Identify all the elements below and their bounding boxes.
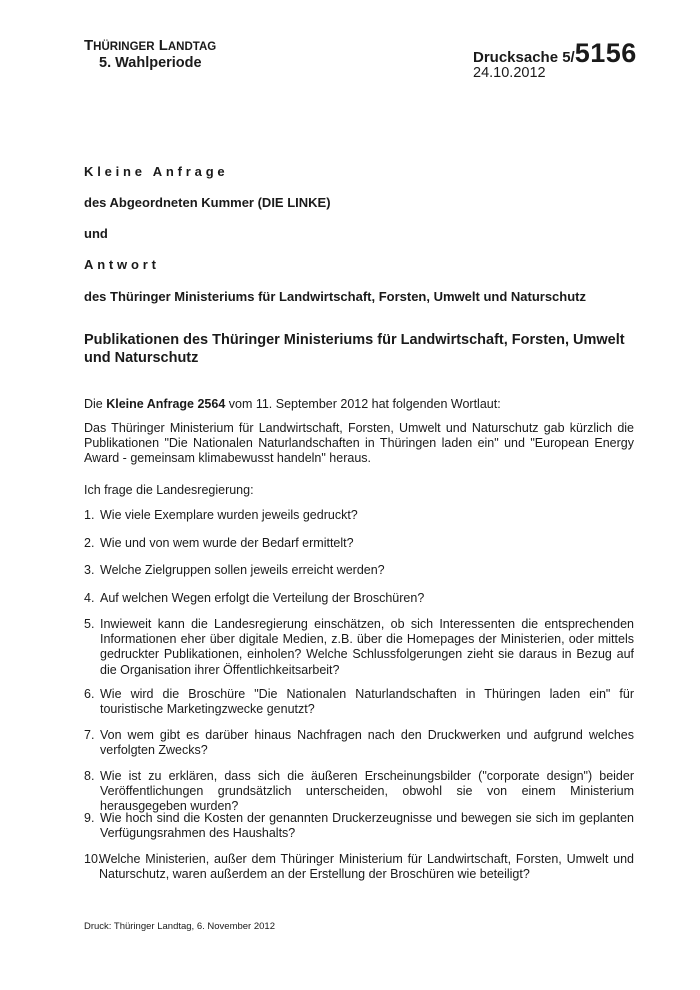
question-item [84, 508, 634, 523]
question-item [84, 769, 634, 815]
ministry-line: des Thüringer Ministeriums für Landwirtschaft, Forsten, Umwelt und Naturschutz [84, 289, 586, 304]
question-text: Auf welchen Wegen erfolgt die Verteilung der Broschüren? [100, 591, 425, 605]
title-initial-2: L [158, 37, 168, 54]
question-number: 9. [84, 811, 95, 825]
question-number: 8. [84, 769, 95, 783]
question-item [84, 728, 634, 758]
question-text: Wie hoch sind die Kosten der genannten Druckerzeugnisse und bewegen sie sich im geplanten Verfügungsrahmen des Haushalts? [100, 811, 634, 841]
question-number: 7. [84, 728, 95, 742]
question-number: 5. [84, 617, 95, 631]
document-subject: Publikationen des Thüringer Ministeriums für Landwirtschaft, Forsten, Umwelt und Naturschutz [84, 332, 625, 366]
question-intro: Ich frage die Landesregierung: [84, 483, 254, 497]
und-line: und [84, 226, 108, 241]
parliament-name [84, 36, 216, 57]
kleine-anfrage-heading: Kleine Anfrage [84, 164, 229, 179]
question-number: 4. [84, 591, 95, 605]
question-number: 3. [84, 563, 95, 577]
title-initial-1: T [84, 37, 94, 54]
question-text: Wie wird die Broschüre "Die Nationalen Naturlandschaften in Thüringen laden ein" für touristische Marketingzwecke genutzt? [100, 687, 634, 717]
document-date: 24.10.2012 [473, 65, 546, 81]
question-text: Welche Zielgruppen sollen jeweils erreicht werden? [100, 563, 385, 577]
title-smallcaps-1: HÜRINGER [93, 41, 155, 53]
antwort-heading: Antwort [84, 257, 160, 272]
question-item [84, 687, 634, 717]
question-item [84, 536, 634, 551]
question-item [84, 617, 634, 678]
print-footer: Druck: Thüringer Landtag, 6. November 2012 [84, 921, 275, 932]
lead-post: vom 11. September 2012 hat folgenden Wortlaut: [225, 397, 501, 411]
question-number: 6. [84, 687, 95, 701]
question-item [84, 811, 634, 841]
preamble-paragraph: Das Thüringer Ministerium für Landwirtschaft, Forsten, Umwelt und Naturschutz gab kürzlich die Publikationen "Die Nationalen Naturlandschaften in Thüringen laden ein" und "European Energy Award - gemeinsam klimabewusst handeln" heraus. [84, 421, 634, 466]
question-number: 1. [84, 508, 95, 522]
question-text: Inwieweit kann die Landesregierung einschätzen, ob sich Interessenten die entsprechenden Informationen eher über digitale Medien, z.B. über die Homepages der Ministerien, oder mittels gedruckter Publikationen, einholen? Welche Schlussfolgerungen zieht sie daraus in Bezug auf die Organisation ihrer Öffentlichkeitsarbeit? [100, 617, 634, 677]
election-period: 5. Wahlperiode [99, 55, 202, 71]
question-number: 2. [84, 536, 95, 550]
title-smallcaps-2: ANDTAG [167, 41, 217, 53]
inquiry-reference: Kleine Anfrage 2564 [106, 397, 226, 411]
question-text: Wie und von wem wurde der Bedarf ermittelt? [100, 536, 354, 550]
questioner-line: des Abgeordneten Kummer (DIE LINKE) [84, 195, 331, 210]
question-text: Von wem gibt es darüber hinaus Nachfragen nach den Druckwerken und aufgrund welches verfolgten Zwecks? [100, 728, 634, 758]
lead-pre: Die [84, 397, 107, 411]
question-item [84, 852, 634, 882]
drucksache-label: Drucksache 5/ [473, 49, 575, 66]
question-text: Wie ist zu erklären, dass sich die äußeren Erscheinungsbilder ("corporate design") beider Veröffentlichungen grundsätzlich unterscheiden, obwohl sie von einem Ministerium herausgegeben wurden? [100, 769, 634, 814]
question-number: 10. [84, 852, 102, 866]
question-item [84, 591, 634, 606]
question-item [84, 563, 634, 578]
drucksache-number: 5156 [574, 38, 637, 68]
question-text: Welche Ministerien, außer dem Thüringer Ministerium für Landwirtschaft, Forsten, Umwelt und Naturschutz, waren außerdem an der Erstellung der Broschüren wie beteiligt? [99, 852, 634, 882]
question-text: Wie viele Exemplare wurden jeweils gedruckt? [100, 508, 358, 522]
lead-sentence [84, 397, 634, 412]
